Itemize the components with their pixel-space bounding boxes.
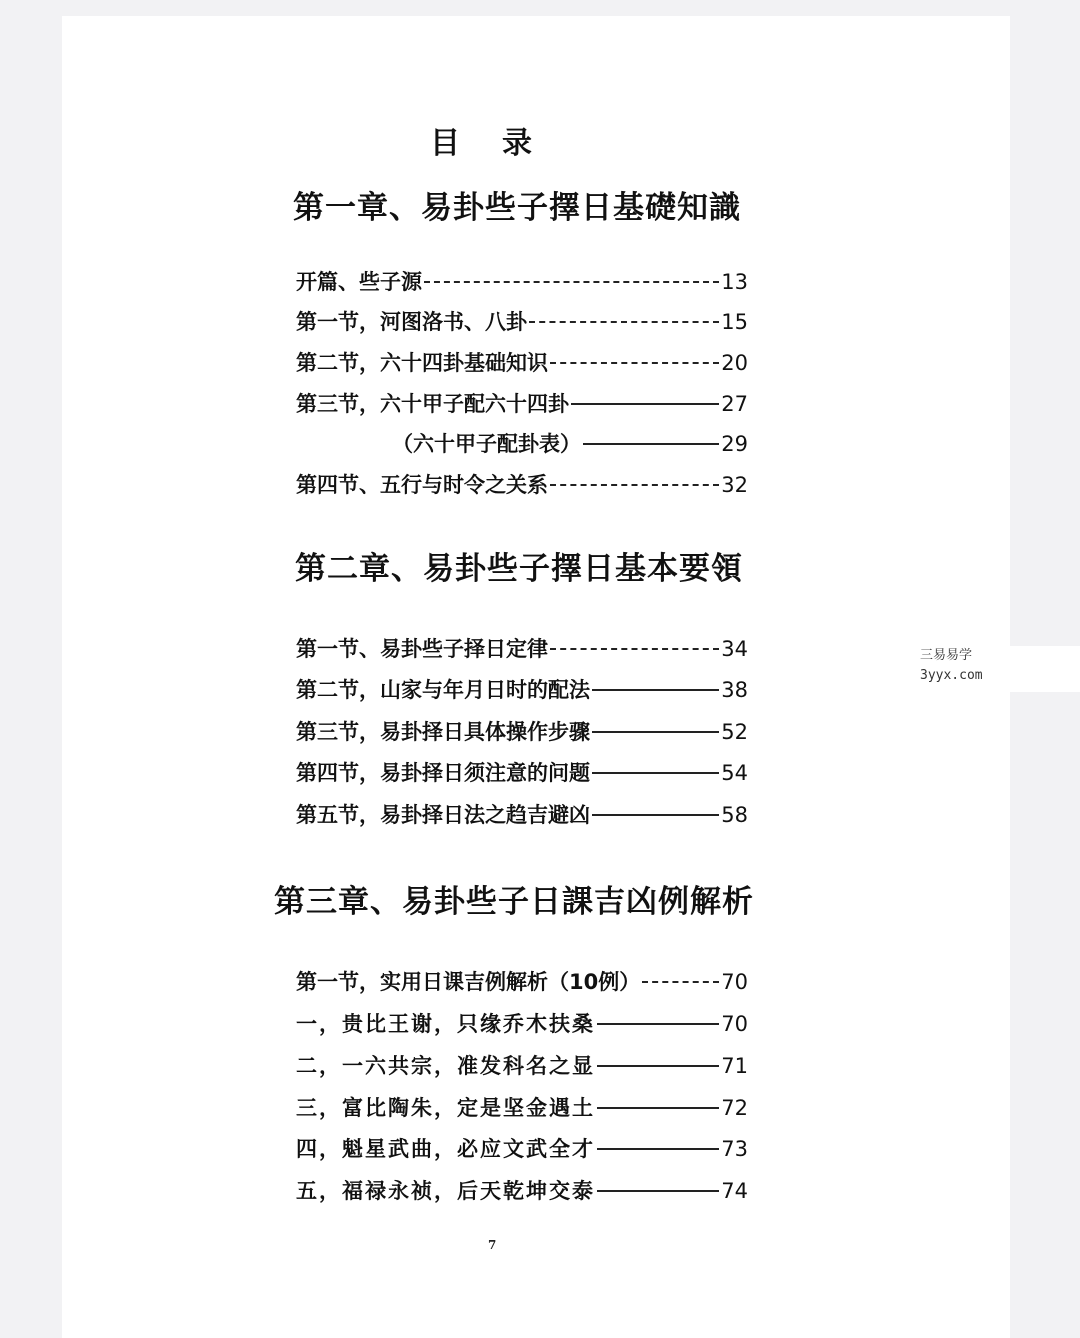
toc-entry[interactable]: [296, 716, 748, 748]
entry-label: 第五节，易卦择日法之趋吉避凶: [296, 803, 590, 827]
toc-entry[interactable]: [296, 1092, 748, 1124]
toc-entry[interactable]: [296, 306, 748, 338]
toc-entry[interactable]: [296, 1133, 748, 1165]
dot-leader: [592, 689, 719, 691]
entry-page-number: 15: [721, 310, 748, 334]
entry-page-number: 70: [721, 1012, 748, 1036]
dot-leader: [597, 1148, 719, 1150]
dot-leader: [424, 281, 719, 283]
entry-label: 第二节，六十四卦基础知识: [296, 351, 548, 375]
toc-entry[interactable]: [296, 266, 748, 298]
dot-leader: [571, 403, 719, 405]
entry-label: 一，贵比王谢，只缘乔木扶桑: [296, 1011, 595, 1036]
toc-title: 目录: [430, 126, 574, 161]
dot-leader: [592, 814, 719, 816]
dot-leader: [583, 443, 719, 445]
toc-entry[interactable]: [296, 469, 748, 501]
entry-label: 第三节，易卦择日具体操作步骤: [296, 720, 590, 744]
entry-page-number: 58: [721, 803, 748, 827]
watermark-url: 3yyx.com: [920, 668, 983, 683]
dot-leader: [550, 648, 719, 650]
toc-entry[interactable]: [296, 1008, 748, 1040]
entry-page-number: 13: [721, 270, 748, 294]
site-watermark: [912, 646, 1080, 692]
entry-page-number: 27: [721, 392, 748, 416]
entry-label: 第三节，六十甲子配六十四卦: [296, 392, 569, 416]
entry-label: 五，福禄永祯，后天乾坤交泰: [296, 1178, 595, 1203]
toc-entry[interactable]: [296, 1175, 748, 1207]
dot-leader: [597, 1023, 719, 1025]
entry-label: 第四节、五行与时令之关系: [296, 473, 548, 497]
entry-page-number: 34: [721, 637, 748, 661]
entry-page-number: 72: [721, 1096, 748, 1120]
entry-page-number: 29: [721, 432, 748, 456]
toc-entry[interactable]: [296, 347, 748, 379]
dot-leader: [529, 321, 719, 323]
toc-entry[interactable]: [296, 799, 748, 831]
toc-entry[interactable]: [296, 633, 748, 665]
entry-label: 第一节，河图洛书、八卦: [296, 310, 527, 334]
dot-leader: [550, 484, 719, 486]
dot-leader: [642, 981, 719, 983]
chapter-2-title: 第二章、易卦些子擇日基本要領: [295, 551, 743, 587]
toc-entry[interactable]: [296, 1050, 748, 1082]
entry-label: 二，一六共宗，准发科名之显: [296, 1053, 595, 1078]
entry-page-number: 52: [721, 720, 748, 744]
entry-page-number: 20: [721, 351, 748, 375]
entry-page-number: 74: [721, 1179, 748, 1203]
chapter-1-title: 第一章、易卦些子擇日基礎知識: [293, 190, 741, 226]
entry-page-number: 70: [721, 970, 748, 994]
entry-label: 第一节、易卦些子择日定律: [296, 637, 548, 661]
entry-label: 第四节，易卦择日须注意的问题: [296, 761, 590, 785]
toc-entry[interactable]: [392, 428, 748, 460]
dot-leader: [597, 1190, 719, 1192]
watermark-title: 三易易学: [920, 648, 973, 663]
entry-page-number: 32: [721, 473, 748, 497]
entry-label: 四，魁星武曲，必应文武全才: [296, 1136, 595, 1161]
page-number: 7: [488, 1238, 497, 1252]
toc-entry[interactable]: [296, 757, 748, 789]
entry-label: 开篇、些子源: [296, 270, 422, 294]
dot-leader: [550, 362, 719, 364]
chapter-3-title: 第三章、易卦些子日課吉凶例解析: [274, 884, 754, 920]
dot-leader: [592, 731, 719, 733]
entry-label: （六十甲子配卦表）: [392, 432, 581, 456]
entry-label: 第二节，山家与年月日时的配法: [296, 678, 590, 702]
entry-page-number: 73: [721, 1137, 748, 1161]
entry-page-number: 54: [721, 761, 748, 785]
entry-label: 三，富比陶朱，定是坚金遇土: [296, 1095, 595, 1120]
dot-leader: [592, 772, 719, 774]
entry-page-number: 38: [721, 678, 748, 702]
toc-entry[interactable]: [296, 966, 748, 998]
entry-label: 第一节，实用日课吉例解析（10例）: [296, 970, 641, 994]
dot-leader: [597, 1107, 719, 1109]
dot-leader: [597, 1065, 719, 1067]
toc-entry[interactable]: [296, 674, 748, 706]
toc-entry[interactable]: [296, 388, 748, 420]
entry-page-number: 71: [721, 1054, 748, 1078]
